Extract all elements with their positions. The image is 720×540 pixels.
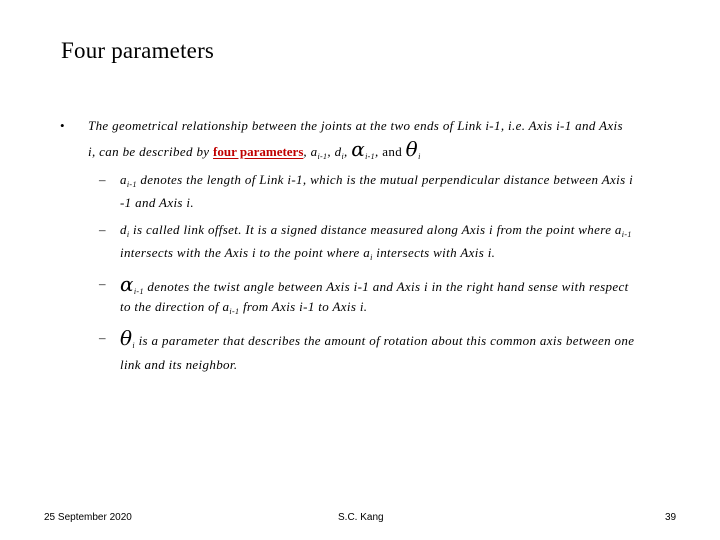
sub-bullet-4-text-2: link and its neighbor. (120, 357, 238, 372)
comma: , (344, 144, 352, 159)
sub-bullet-3-text-2b: from Axis i-1 to Axis i. (239, 299, 368, 314)
sub-bullet-1-subscript: i-1 (126, 180, 137, 189)
comma: , (375, 144, 383, 159)
footer-page-number: 39 (665, 512, 677, 523)
four-parameters-highlight: four parameters (213, 144, 304, 159)
sub-bullet-2-text-2a: intersects with the Axis i to the point where a (120, 245, 371, 260)
dash-marker: – (99, 172, 106, 187)
main-bullet-line-2 (88, 137, 421, 161)
sub-bullet-3-symbol: α (120, 272, 134, 296)
param-d-subscript: i (341, 152, 345, 161)
main-bullet-text-2: i, can be described by (88, 144, 214, 159)
sub-bullet-1-text-2: -1 and Axis i. (120, 195, 194, 210)
param-a-symbol: a (310, 144, 318, 159)
main-bullet-line-1 (88, 118, 623, 134)
param-a-subscript: i-1 (317, 152, 328, 161)
footer-date: 25 September 2020 (44, 512, 132, 523)
sub-bullet-1-symbol: a (120, 172, 127, 187)
sub-bullet-1-line-1 (120, 172, 633, 188)
sub-bullet-2-text-2b: intersects with Axis i. (372, 245, 496, 260)
sub-bullet-2-line-1 (120, 222, 632, 238)
slide-title: Four parameters (61, 38, 215, 63)
sub-bullet-2-subscript-c: i (370, 253, 373, 262)
comma: , (327, 144, 335, 159)
sub-bullet-3-subscript-b: i-1 (229, 307, 240, 316)
param-d-symbol: d (334, 144, 342, 159)
bullet-marker: • (60, 118, 65, 133)
sub-bullet-4-symbol: θ (120, 326, 133, 350)
sub-bullet-3-text-2a: to the direction of a (120, 299, 230, 314)
param-alpha-symbol: α (351, 137, 366, 161)
sub-bullet-3-line-2 (120, 299, 367, 315)
sub-bullet-3-subscript: i-1 (133, 287, 144, 296)
param-theta-subscript: i (418, 152, 421, 161)
sub-bullet-1-line-2 (120, 195, 194, 211)
sub-bullet-2-symbol: d (120, 222, 127, 237)
sub-bullet-3-line-1 (120, 272, 629, 296)
sub-bullet-2-text: is called link offset. It is a signed distance measured along Axis i from the point where a (129, 222, 622, 237)
param-alpha-subscript: i-1 (365, 152, 376, 161)
sub-bullet-4-text: is a parameter that describes the amount of rotation about this common axis between one (134, 333, 635, 348)
sub-bullet-4-line-1 (120, 326, 635, 350)
sub-bullet-4-subscript: i (132, 341, 135, 350)
param-theta-symbol: θ (405, 137, 419, 161)
dash-marker: – (99, 330, 106, 345)
dash-marker: – (99, 276, 106, 291)
sub-bullet-2-subscript: i (126, 230, 130, 239)
main-bullet-text: The geometrical relationship between the joints at the two ends of Link i-1, i.e. Axis i-1 and Axis (88, 118, 623, 133)
footer-author: S.C. Kang (338, 512, 384, 523)
sub-bullet-1-text: denotes the length of Link i-1, which is the mutual perpendicular distance between Axis i (136, 172, 634, 187)
sub-bullet-2-subscript-b: i-1 (621, 230, 632, 239)
dash-marker: – (99, 222, 106, 237)
sub-bullet-3-text: denotes the twist angle between Axis i-1 and Axis i in the right hand sense with respect (143, 279, 629, 294)
and-text: and (382, 144, 403, 159)
sub-bullet-4-line-2 (120, 357, 237, 373)
sub-bullet-2-line-2 (120, 245, 495, 261)
comma: , (303, 144, 311, 159)
